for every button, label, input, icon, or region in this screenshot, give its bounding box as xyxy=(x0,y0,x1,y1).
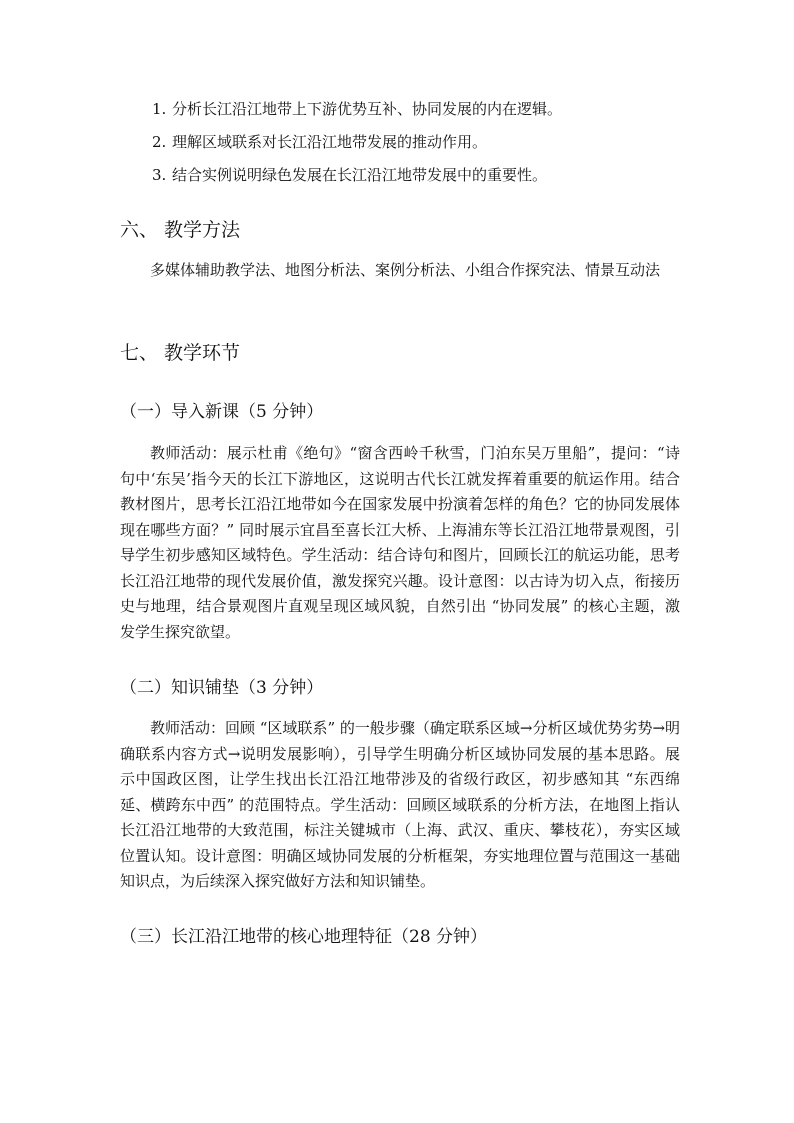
part-2-heading: （二）知识铺垫（3 分钟） xyxy=(120,678,324,698)
objective-item xyxy=(152,131,487,153)
part-1-heading: （一）导入新课（5 分钟） xyxy=(120,402,324,422)
section-7-heading: 七、 教学环节 xyxy=(120,342,241,364)
part-3-heading: （三）长江沿江地带的核心地理特征（28 分钟） xyxy=(120,927,488,947)
objective-text: 分析长江沿江地带上下游优势互补、协同发展的内在逻辑。 xyxy=(172,100,563,118)
part-1-body: 教师活动：展示杜甫《绝句》“窗含西岭千秋雪，门泊东吴万里船”，提问：“诗句中‘东吴’指今天的长江下游地区，这说明古代长江就发挥着重要的航运作用。结合教材图片，思考长江沿江地带如今在国家发展中扮演着怎样的角色？它的协同发展体现在哪些方面？” 同时展示宜昌至喜长江大桥、上海浦东等长江沿江地带景观图，引导学生初步感知区域特色。学生活动：结合诗句和图片，回顾长江的航运功能，思考长江沿江地带的现代发展价值，激发探究兴趣。设计意图：以古诗为切入点，衔接历史与地理，结合景观图片直观呈现区域风貌，自然引出 “协同发展” 的核心主题，激发学生探究欲望。 xyxy=(120,444,680,641)
objective-number: 1. xyxy=(152,100,167,118)
objective-number: 2. xyxy=(152,133,167,151)
objective-text: 结合实例说明绿色发展在长江沿江地带发展中的重要性。 xyxy=(172,166,548,184)
objective-item xyxy=(152,164,547,186)
objective-text: 理解区域联系对长江沿江地带发展的推动作用。 xyxy=(172,133,488,151)
section-6-heading: 六、 教学方法 xyxy=(120,219,241,241)
part-2-body: 教师活动：回顾 “区域联系” 的一般步骤（确定联系区域→分析区域优势劣势→明确联系内容方式→说明发展影响），引导学生明确分析区域协同发展的基本思路。展示中国政区图，让学生找出长江沿江地带涉及的省级行政区，初步感知其 “东西绵延、横跨东中西” 的范围特点。学生活动：回顾区域联系的分析方法，在地图上指认长江沿江地带的大致范围，标注关键城市（上海、武汉、重庆、攀枝花），夯实区域位置认知。设计意图：明确区域协同发展的分析框架，夯实地理位置与范围这一基础知识点，为后续深入探究做好方法和知识铺垫。 xyxy=(120,719,681,890)
objective-item xyxy=(152,98,562,120)
section-6-body: 多媒体辅助教学法、地图分析法、案例分析法、小组合作探究法、情景互动法 xyxy=(150,261,661,279)
objective-number: 3. xyxy=(152,166,167,184)
